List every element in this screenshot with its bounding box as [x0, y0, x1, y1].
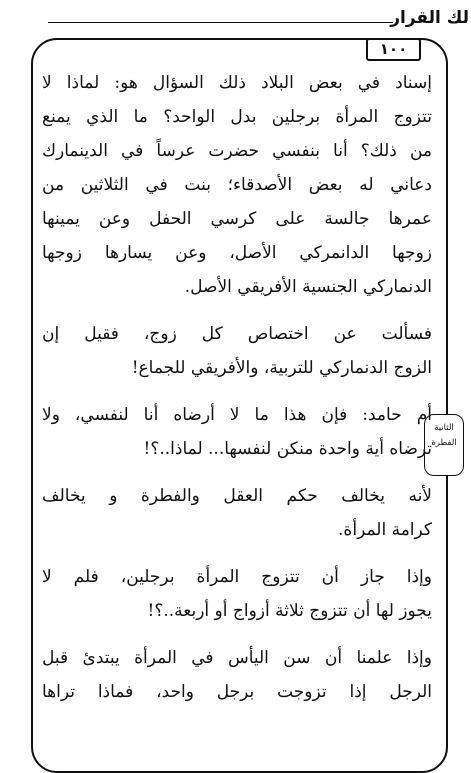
text-line: إسناد في بعض البلاد ذلك السؤال هو: لماذا لا [42, 73, 432, 93]
text-line: كرامة المرأة. [338, 520, 432, 540]
paragraph [42, 317, 432, 385]
text-line: تتزوج المرأة برجلين بدل الواحد؟ ما الذي يمنع [42, 107, 432, 127]
text-line: وإذا جاز أن تتزوج المرأة برجلين، فلم لا [42, 567, 432, 587]
paragraph [42, 479, 432, 547]
text-line: أم حامد: فإن هذا ما لا أرضاه أنا لنفسي، ولا [42, 405, 432, 425]
text-line: الرجل إذا تزوجت برجل واحد، فماذا تراها [42, 682, 432, 702]
running-title: لك القرار [390, 8, 469, 28]
text-line: ترضاه أية واحدة منكن لنفسها... لماذا..؟! [143, 439, 432, 459]
page-number: ١٠٠ [366, 38, 421, 61]
text-line: عمرها جالسة على كرسي الحفل وعن يمينها [42, 209, 432, 229]
paragraph-gap [42, 385, 432, 398]
paragraph-gap [42, 466, 432, 479]
paragraph [42, 641, 432, 709]
body-text [42, 66, 432, 709]
text-line: لأنه يخالف حكم العقل والفطرة و يخالف [42, 486, 432, 506]
text-line: الزوج الدنماركي للتربية، والأفريقي للجماع! [131, 358, 432, 378]
paragraph [42, 66, 432, 304]
text-line: زوجها الدانمركي الأصل، وعن يسارها زوجها [42, 243, 432, 263]
paragraph [42, 398, 432, 466]
paragraph-gap [42, 304, 432, 317]
text-line: يجوز لها أن تتزوج ثلاثة أزواج أو أربعة..؟! [147, 601, 432, 621]
text-line: من ذلك؟ أنا بنفسي حضرت عرساً في الدينمارك [42, 141, 432, 161]
text-line: دعاني له بعض الأصدقاء؛ بنت في الثلاثين من [42, 175, 432, 195]
header-rule [48, 22, 393, 23]
side-note-line: الفطرة [431, 438, 457, 448]
text-line: وإذا علمنا أن سن اليأس في المرأة يبتدئ قبل [42, 648, 432, 668]
paragraph-gap [42, 628, 432, 641]
side-note-line: الثانية [434, 423, 454, 433]
text-line: الدنماركي الجنسية الأفريقي الأصل. [184, 277, 432, 297]
text-line: فسألت عن اختصاص كل زوج، فقيل إن [42, 324, 432, 344]
paragraph-gap [42, 547, 432, 560]
paragraph [42, 560, 432, 628]
